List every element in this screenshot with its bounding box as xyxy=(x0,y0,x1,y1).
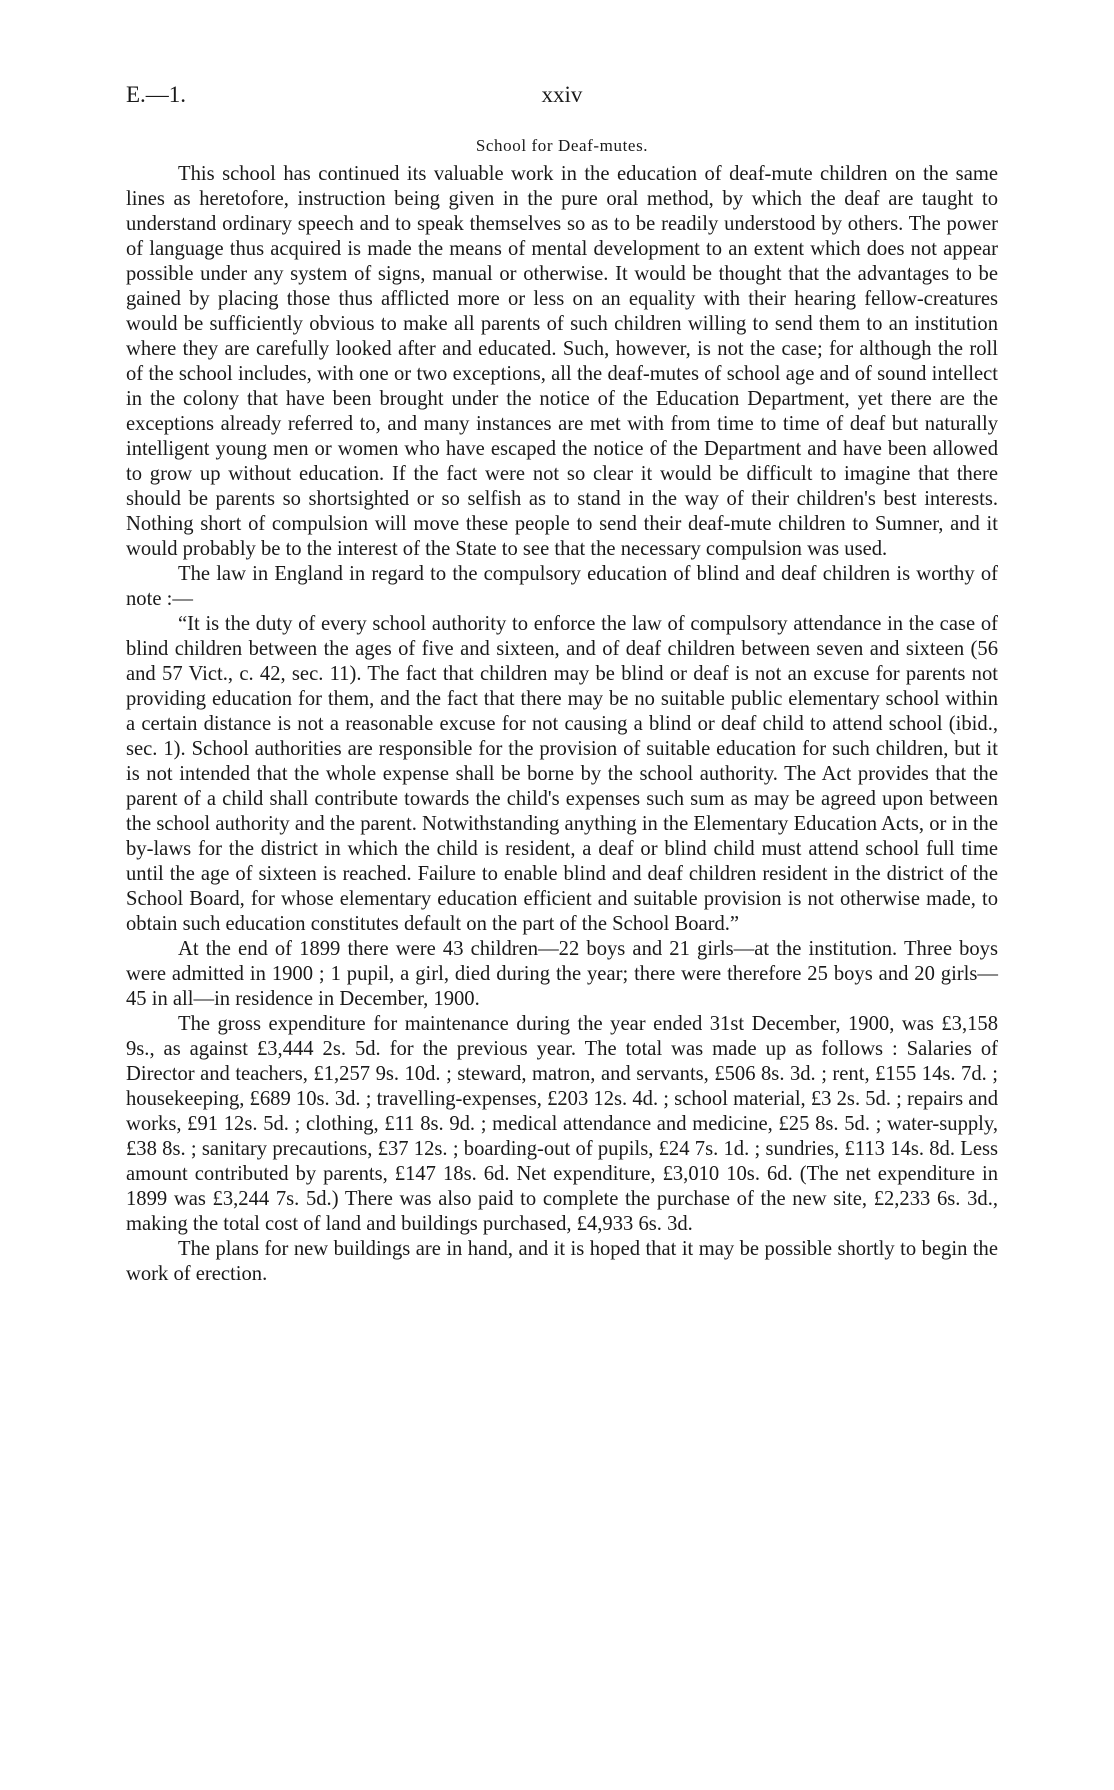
document-page xyxy=(126,70,998,1287)
paragraph-england-law: The law in England in regard to the compulsory education of blind and deaf children is worthy of note :— xyxy=(126,563,998,610)
paragraph-law-quotation: “It is the duty of every school authority to enforce the law of compulsory attendance in the case of blind children between the ages of five and sixteen, and of deaf children between seven and sixteen (56 and 57 Vict., c. 42, sec. 11). The fact that children may be blind or deaf is not an excuse for parents not providing education for them, and the fact that there may be no suitable public elementary school within a certain distance is not a reasonable excuse for not causing a blind or deaf child to attend school (ibid., sec. 1). School authorities are responsible for the provision of suitable education for such children, but it is not intended that the whole expense shall be borne by the school authority. The Act provides that the parent of a child shall contribute towards the child's expenses such sum as may be agreed upon between the school authority and the parent. Notwithstanding anything in the Elementary Education Acts, or in the by-laws for the district in which the child is resident, a deaf or blind child must attend school full time until the age of sixteen is reached. Failure to enable blind and deaf children resident in the district of the School Board, for whose elementary education efficient and suitable provision is not otherwise made, to obtain such education constitutes default on the part of the School Board.” xyxy=(126,613,998,935)
section-title: School for Deaf-mutes. xyxy=(475,136,649,155)
page-header xyxy=(126,70,998,110)
paragraph-new-buildings: The plans for new buildings are in hand, and it is hoped that it may be possible shortly to begin the work of erection. xyxy=(126,1238,998,1285)
paragraph-deaf-school-intro: This school has continued its valuable work in the education of deaf-mute children on the same lines as heretofore, instruction being given in the pure oral method, by which the deaf are taught to understand ordinary speech and to speak themselves so as to be readily understood by others. The power of language thus acquired is made the means of mental development to an extent which does not appear possible under any system of signs, manual or otherwise. It would be thought that the advantages to be gained by placing those thus afflicted more or less on an equality with their hearing fellow-creatures would be sufficiently obvious to make all parents of such children willing to send them to an institution where they are carefully looked after and educated. Such, however, is not the case; for although the roll of the school includes, with one or two exceptions, all the deaf-mutes of school age and of sound intellect in the colony that have been brought under the notice of the Education Department, yet there are the exceptions already referred to, and many instances are met with from time to time of deaf but naturally intelligent young men or women who have escaped the notice of the Department and have been allowed to grow up without education. If the fact were not so clear it would be difficult to imagine that there should be parents so shortsighted or so selfish as to stand in the way of their children's best interests. Nothing short of compulsion will move these people to send their deaf-mute children to Sumner, and it would probably be to the interest of the State to see that the necessary compulsion was used. xyxy=(126,163,998,560)
paragraph-expenditure: The gross expenditure for maintenance during the year ended 31st December, 1900, was £3,158 9s., as against £3,444 2s. 5d. for the previous year. The total was made up as follows : Salaries of Director and teachers, £1,257 9s. 10d. ; steward, matron, and servants, £506 8s. 3d. ; rent, £155 14s. 7d. ; housekeeping, £689 10s. 3d. ; travelling-expenses, £203 12s. 4d. ; school material, £3 2s. 5d. ; repairs and works, £91 12s. 5d. ; clothing, £11 8s. 9d. ; medical attendance and medicine, £25 8s. 5d. ; water-supply, £38 8s. ; sanitary precautions, £37 12s. ; boarding-out of pupils, £24 7s. 1d. ; sundries, £113 14s. 8d. Less amount contributed by parents, £147 18s. 6d. Net expenditure, £3,010 10s. 6d. (The net expenditure in 1899 was £3,244 7s. 5d.) There was also paid to complete the purchase of the new site, £2,233 6s. 3d., making the total cost of land and buildings purchased, £4,933 6s. 3d. xyxy=(126,1013,998,1235)
page-number: xxiv xyxy=(541,82,583,107)
document-reference: E.—1. xyxy=(126,82,187,107)
paragraph-attendance: At the end of 1899 there were 43 children—22 boys and 21 girls—at the institution. Three boys were admitted in 1900 ; 1 pupil, a girl, died during the year; there were therefore 25 boys and 20 girls—45 in all—in residence in December, 1900. xyxy=(126,938,998,1010)
